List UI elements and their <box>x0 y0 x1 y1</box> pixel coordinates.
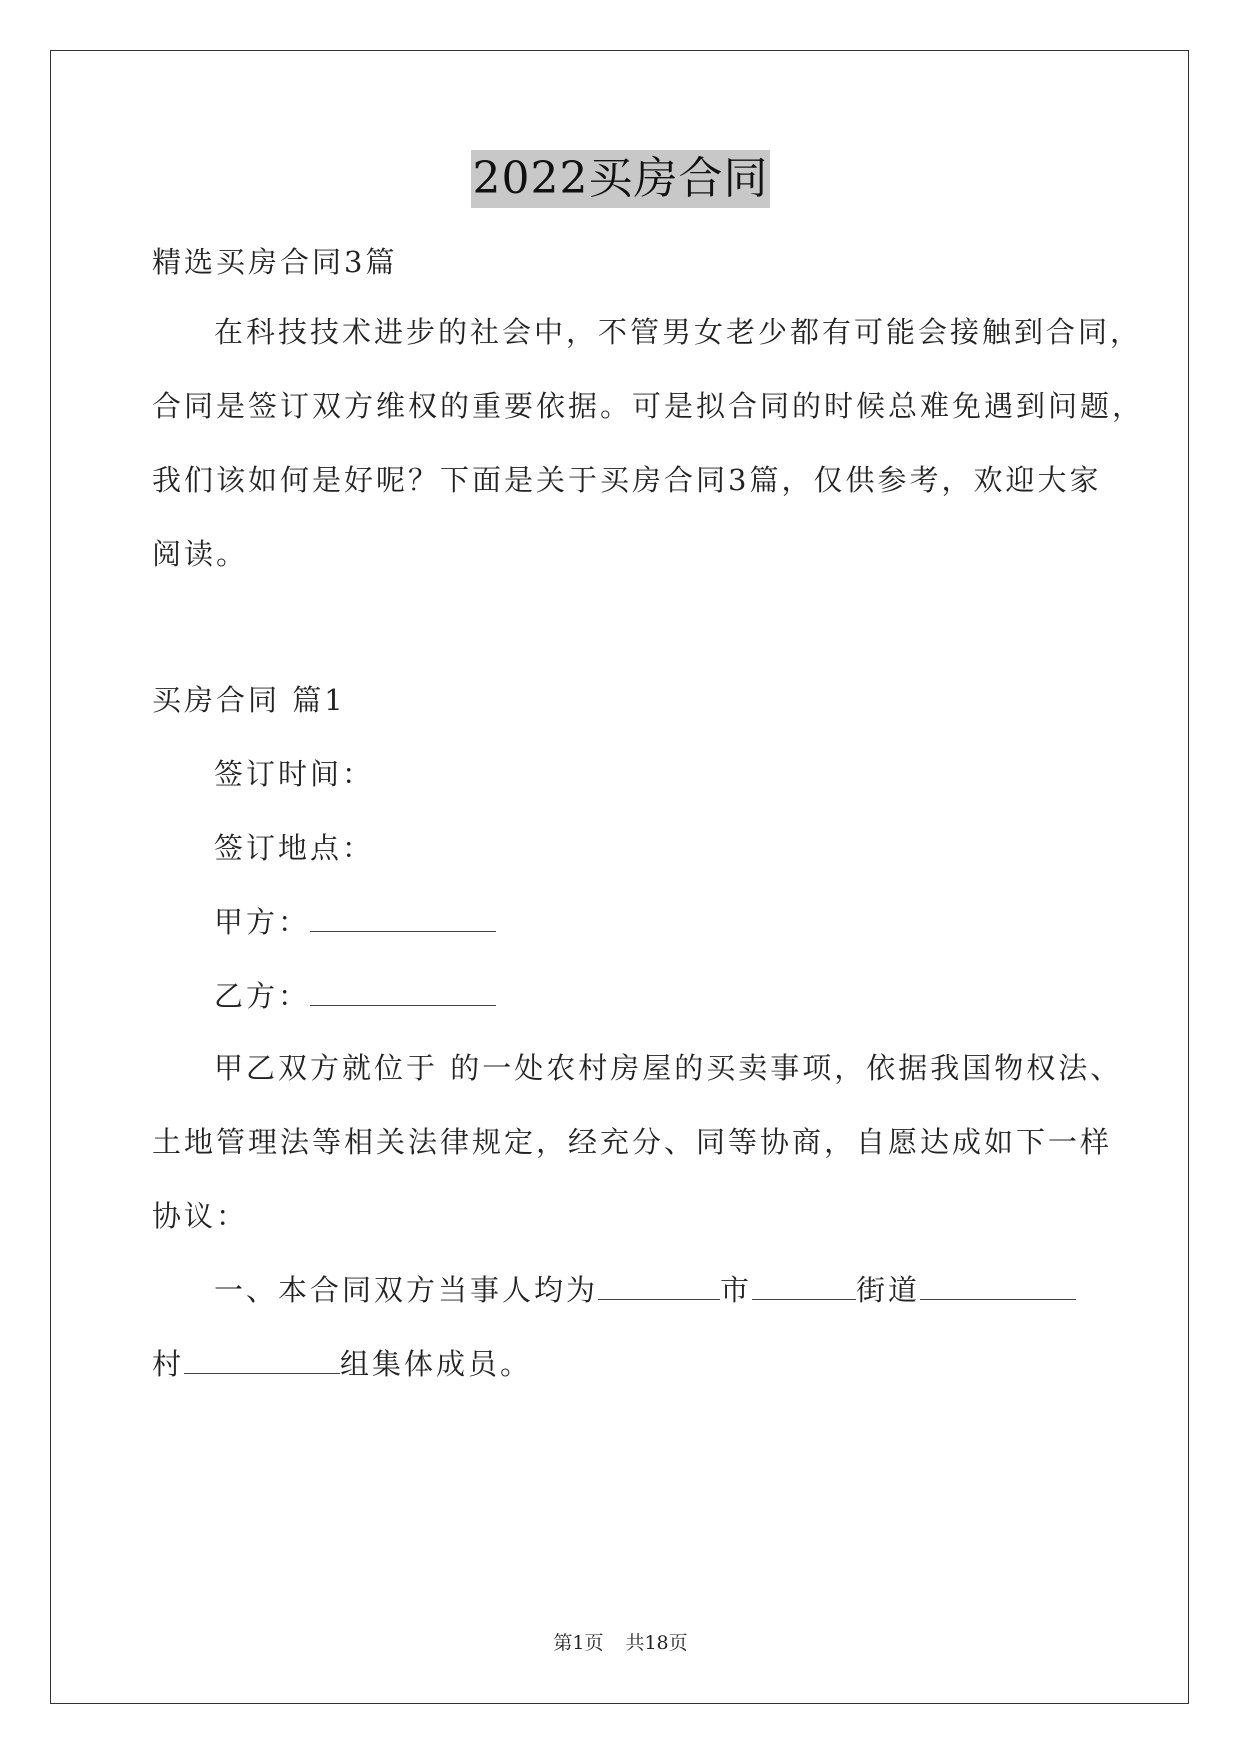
page-number: 第1页 <box>553 1632 604 1654</box>
page-border <box>50 50 1189 1704</box>
clause-1-line-2 <box>152 1344 532 1384</box>
clause-1-group: 组集体成员。 <box>340 1347 533 1381</box>
intro-line-4: 阅读。 <box>152 537 249 571</box>
sign-time: 签订时间： <box>214 757 375 791</box>
party-a-label: 甲方： <box>214 905 311 939</box>
title-container <box>0 150 1241 208</box>
agreement-line-2: 土地管理法等相关法律规定，经充分、同等协商，自愿达成如下一样 <box>152 1125 1113 1159</box>
sign-place: 签订地点： <box>214 831 375 865</box>
clause-1-blank-3 <box>920 1273 1076 1300</box>
intro-line-3: 我们该如何是好呢？下面是关于买房合同3篇，仅供参考，欢迎大家 <box>152 463 1102 497</box>
clause-1-line-1 <box>214 1270 1076 1310</box>
document-title: 2022买房合同 <box>471 150 771 208</box>
agreement-line-1: 甲乙双方就位于 的一处农村房屋的买卖事项，依据我国物权法、 <box>214 1051 1123 1085</box>
clause-1-city: 市 <box>720 1273 753 1307</box>
intro-line-1: 在科技技术进步的社会中，不管男女老少都有可能会接触到合同， <box>214 315 1143 349</box>
page-total: 共18页 <box>625 1632 688 1654</box>
page-footer <box>0 1628 1241 1655</box>
party-b-blank <box>310 979 496 1006</box>
clause-1-blank-4 <box>184 1347 340 1374</box>
clause-1-blank-2 <box>752 1273 856 1300</box>
party-b-line <box>214 976 496 1016</box>
party-a-line <box>214 902 496 942</box>
subtitle: 精选买房合同3篇 <box>152 245 398 279</box>
intro-line-2: 合同是签订双方维权的重要依据。可是拟合同的时候总难免遇到问题， <box>152 389 1145 423</box>
party-a-blank <box>310 905 496 932</box>
agreement-line-3: 协议： <box>152 1199 249 1233</box>
clause-1-street: 街道 <box>856 1273 921 1307</box>
party-b-label: 乙方： <box>214 979 311 1013</box>
section-heading: 买房合同 篇1 <box>152 683 346 717</box>
clause-1-blank-1 <box>598 1273 720 1300</box>
clause-1-prefix: 一、本合同双方当事人均为 <box>214 1273 599 1307</box>
clause-1-village: 村 <box>152 1347 185 1381</box>
